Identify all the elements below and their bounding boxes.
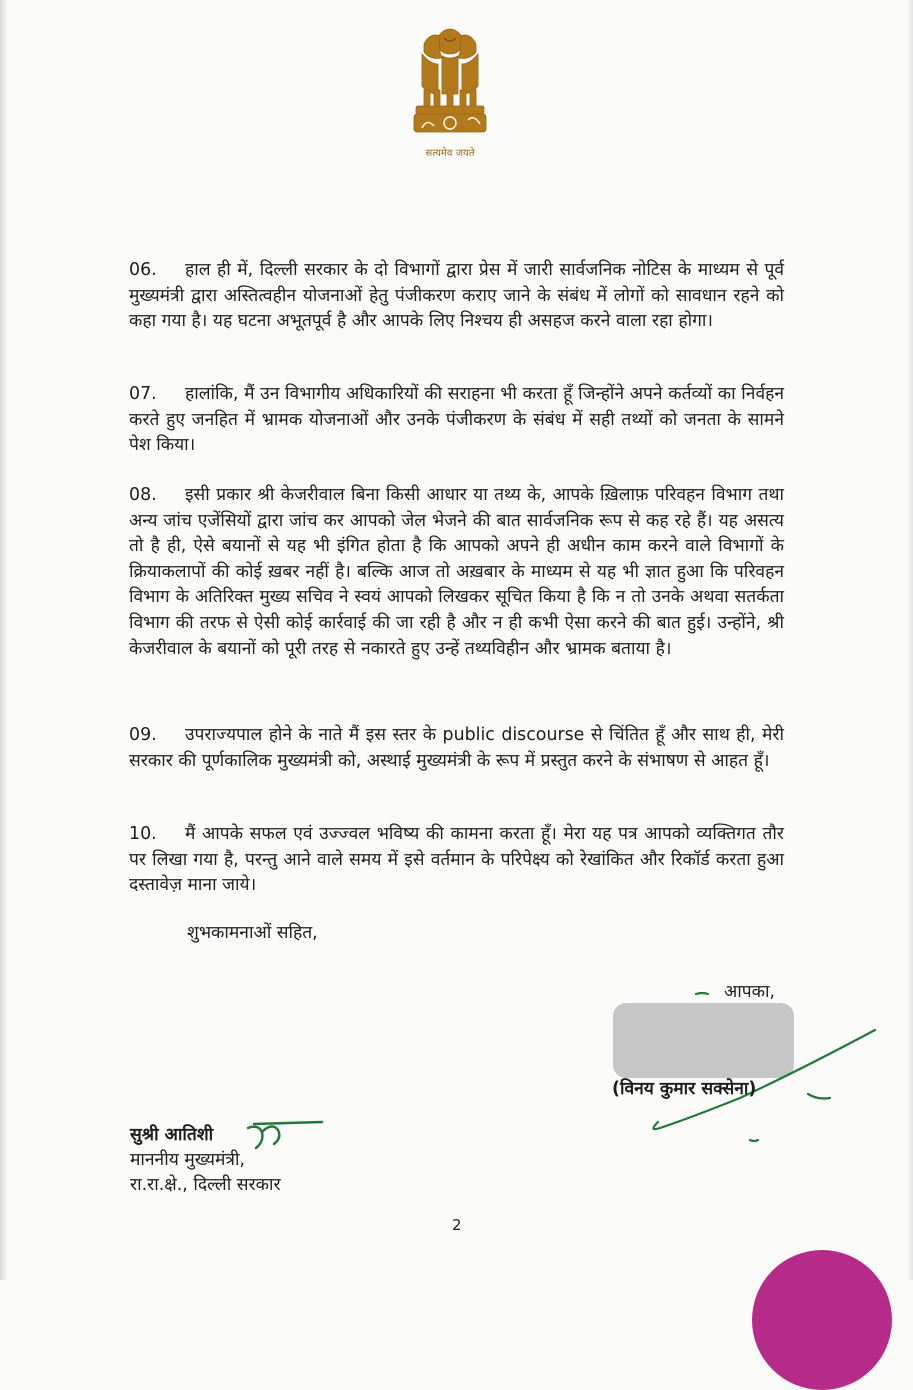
paragraph-06 — [129, 258, 784, 335]
paragraph-07 — [129, 382, 784, 459]
addressee-name: सुश्री आतिशी — [130, 1125, 214, 1145]
paragraph-text: इसी प्रकार श्री केजरीवाल बिना किसी आधार या तथ्य के, आपके ख़िलाफ़ परिवहन विभाग तथा अन्य जांच एजेंसियों द्वारा जांच कर आपको जेल भेजने की बात सार्वजनिक रूप से कह रहे हैं। यह असत्य तो है ही, ऐसे बयानों से यह भी इंगित होता है कि आपको अपने ही अधीन काम करने वाले विभागों के क्रियाकलापों की कोई ख़बर नहीं है। बल्कि आज तो अख़बार के माध्यम से यह भी ज्ञात हुआ कि परिवहन विभाग के अतिरिक्त मुख्य सचिव ने स्वयं आपको लिखकर सूचित किया है कि न तो उनके अथवा सतर्कता विभाग की तरफ से ऐसी कोई कार्रवाई की जा रही है और न ही कभी ऐसा करने की बात हुई। उन्होंने, श्री केजरीवाल के बयानों को पूरी तरह से नकारते हुए उन्हें तथ्यविहीन और भ्रामक बताया है। — [129, 485, 784, 659]
corner-circle-decoration — [752, 1250, 892, 1390]
closing-salutation: शुभकामनाओं सहित, — [187, 923, 318, 943]
paragraph-10 — [129, 822, 784, 899]
initials-icon — [244, 1112, 326, 1152]
page-number: 2 — [452, 1216, 462, 1234]
paragraph-number: 09. — [129, 725, 157, 745]
paragraph-number: 08. — [129, 485, 157, 505]
yours-line: आपका, — [724, 982, 776, 1002]
paragraph-09 — [129, 723, 784, 774]
paragraph-text: उपराज्यपाल होने के नाते मैं इस स्तर के public discourse से चिंतित हूँ और साथ ही, मेरी सरकार की पूर्णकालिक मुख्यमंत्री को, अस्थाई मुख्यमंत्री के रूप में प्रस्तुत करने के संभाषण से आहत हूँ। — [129, 725, 784, 771]
paragraph-08 — [129, 483, 784, 662]
page-shadow-right — [907, 0, 913, 1280]
ashoka-emblem-icon — [410, 24, 490, 142]
addressee-title: माननीय मुख्यमंत्री, — [130, 1150, 246, 1170]
paragraph-text: मैं आपके सफल एवं उज्ज्वल भविष्य की कामना करता हूँ। मेरा यह पत्र आपको व्यक्तिगत तौर पर लिखा गया है, परन्तु आने वाले समय में इसे वर्तमान के परिपेक्ष्य को रेखांकित और रिकॉर्ड करता हुआ दस्तावेज़ माना जाये। — [129, 824, 784, 896]
paragraph-text: हाल ही में, दिल्ली सरकार के दो विभागों द्वारा प्रेस में जारी सार्वजनिक नोटिस के माध्यम से पूर्व मुख्यमंत्री द्वारा अस्तित्वहीन योजनाओं हेतु पंजीकरण कराए जाने के संबंध में लोगों को सावधान रहने को कहा गया है। यह घटना अभूतपूर्व है और आपके लिए निश्चय ही असहज करने वाला रहा होगा। — [129, 260, 784, 332]
page-shadow-left — [0, 0, 8, 1280]
emblem-motto: सत्यमेव जयते — [425, 148, 475, 159]
paragraph-number: 10. — [129, 824, 157, 844]
signer-name: (विनय कुमार सक्सेना) — [612, 1079, 757, 1099]
addressee-organisation: रा.रा.क्षे., दिल्ली सरकार — [130, 1175, 281, 1195]
paragraph-number: 06. — [129, 260, 157, 280]
paragraph-number: 07. — [129, 384, 157, 404]
signature-icon — [600, 990, 880, 1150]
paragraph-text: हालांकि, मैं उन विभागीय अधिकारियों की सराहना भी करता हूँ जिन्होंने अपने कर्तव्यों का निर्वहन करते हुए जनहित में भ्रामक योजनाओं और उनके पंजीकरण के संबंध में सही तथ्यों को जनता के सामने पेश किया। — [129, 384, 784, 456]
